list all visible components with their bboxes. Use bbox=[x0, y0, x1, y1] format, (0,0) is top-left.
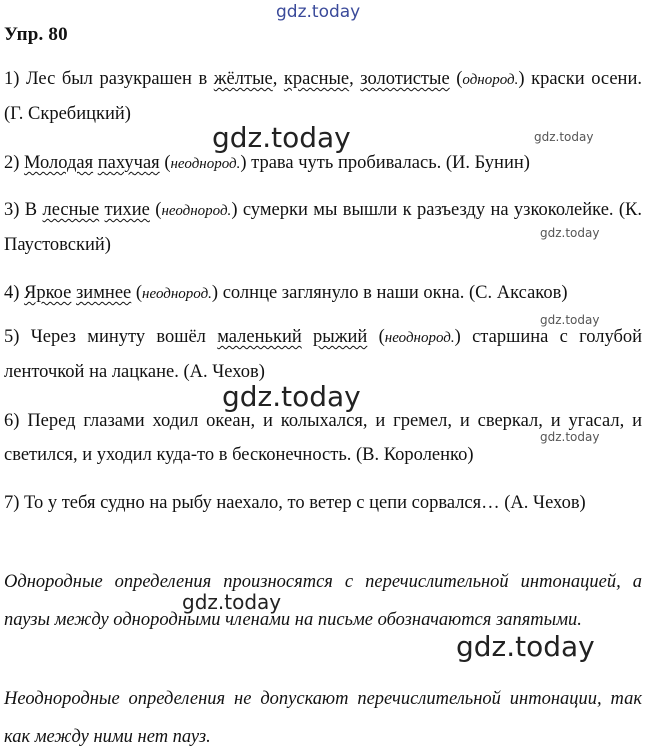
attribute-word: жёлтые bbox=[213, 69, 273, 89]
watermark: gdz.today bbox=[276, 2, 361, 22]
exercise-title: Упр. 80 bbox=[4, 24, 68, 45]
grammar-note: неоднород. bbox=[161, 203, 232, 219]
attribute-word: Яркое bbox=[24, 283, 72, 303]
sentence-number: 5) bbox=[4, 327, 20, 347]
attribute-word: тихие bbox=[104, 200, 150, 220]
attribute-word: зимнее bbox=[76, 283, 132, 303]
attribute-word: Молодая bbox=[24, 153, 94, 173]
sentence-4: 4) Яркое зимнее (неоднород.) солнце заглянуло в наши окна. (С. Аксаков) bbox=[4, 283, 568, 303]
rule-heterogeneous: Неоднородные определения не допускают перечислительной интонации, так как между ними нет пауз. bbox=[4, 689, 642, 747]
watermark: gdz.today bbox=[182, 590, 282, 614]
sentence-5: 5) Через минуту вошёл маленький рыжий (неоднород.) старшина с голубой ленточкой на лацкане. (А. Чехов) bbox=[4, 327, 643, 382]
sentence-2: 2) Молодая пахучая (неоднород.) трава чуть пробивалась. (И. Бунин) bbox=[4, 153, 530, 173]
grammar-note: неоднород. bbox=[142, 286, 212, 302]
grammar-note: однород. bbox=[462, 72, 519, 88]
attribute-word: пахучая bbox=[97, 153, 160, 173]
watermark: gdz.today bbox=[212, 121, 351, 154]
sentence-3: 3) В лесные тихие (неоднород.) сумерки мы вышли к разъезду на узкоколейке. (К. Паустовский) bbox=[4, 200, 643, 255]
watermark: gdz.today bbox=[540, 313, 600, 327]
grammar-note: неоднород. bbox=[170, 156, 241, 172]
sentence-number: 7) bbox=[4, 493, 20, 513]
attribute-word: красные bbox=[283, 69, 350, 89]
watermark: gdz.today bbox=[222, 380, 361, 413]
watermark: gdz.today bbox=[456, 630, 595, 663]
sentence-number: 1) bbox=[4, 69, 20, 89]
rule-homogeneous: Однородные определения произносятся с перечислительной интонацией, а паузы между однородными членами на письме обозначаются запятыми. bbox=[4, 572, 642, 630]
watermark: gdz.today bbox=[540, 430, 600, 444]
watermark: gdz.today bbox=[534, 130, 594, 144]
attribute-word: рыжий bbox=[313, 327, 368, 347]
attribute-word: золотистые bbox=[360, 69, 450, 89]
attribute-word: маленький bbox=[217, 327, 302, 347]
sentence-number: 2) bbox=[4, 153, 20, 173]
watermark: gdz.today bbox=[540, 226, 600, 240]
sentence-number: 6) bbox=[4, 411, 20, 431]
sentence-7: 7) То у тебя судно на рыбу наехало, то ветер с цепи сорвался… (А. Чехов) bbox=[4, 493, 586, 513]
sentence-number: 3) bbox=[4, 200, 20, 220]
sentence-6: 6) Перед глазами ходил океан, и колыхался, и гремел, и сверкал, и угасал, и светился, и уходил куда-то в бесконечность. (В. Короленко) bbox=[4, 411, 643, 465]
sentence-number: 4) bbox=[4, 283, 20, 303]
attribute-word: лесные bbox=[42, 200, 100, 220]
sentence-1: 1) Лес был разукрашен в жёлтые, красные, золотистые (однород.) краски осени. (Г. Скребицкий) bbox=[4, 69, 642, 124]
grammar-note: неоднород. bbox=[384, 330, 455, 346]
